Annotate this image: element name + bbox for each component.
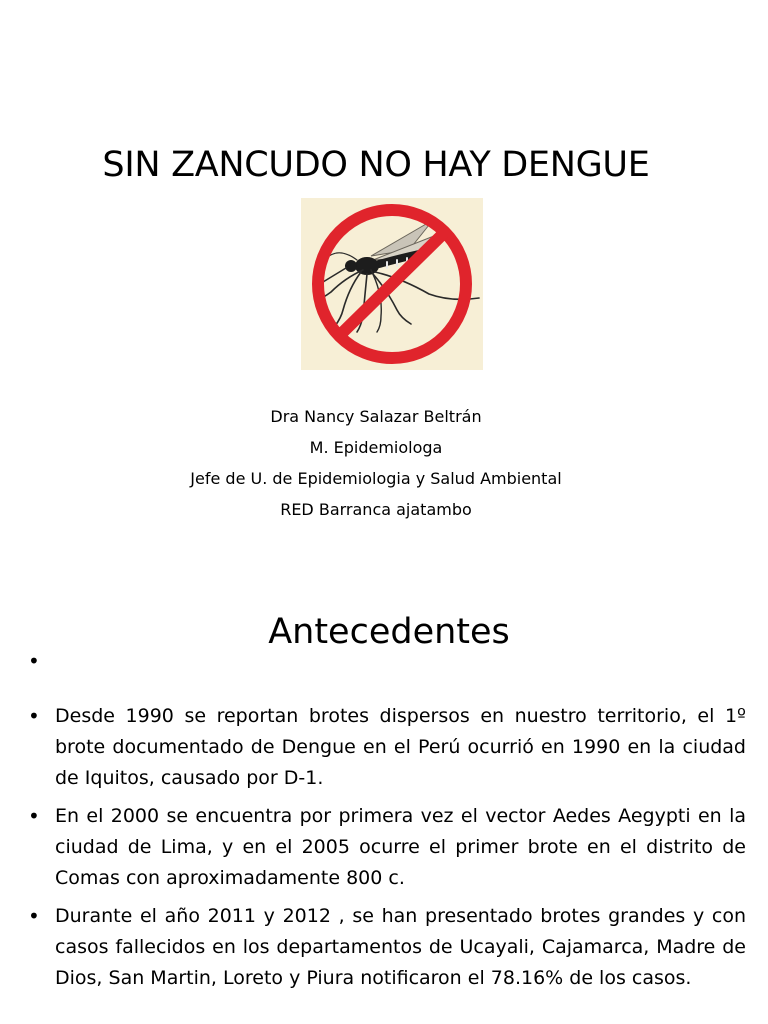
author-position: Jefe de U. de Epidemiologia y Salud Ambiental [190,469,562,488]
bullet-icon: • [28,904,40,928]
bullet-item [28,901,746,994]
author-name: Dra Nancy Salazar Beltrán [270,407,482,426]
author-network: RED Barranca ajatambo [280,500,472,519]
bullet-icon: • [28,804,40,828]
bullet-item [28,801,746,894]
no-mosquito-icon [301,198,483,370]
bullet-icon: • [28,704,40,728]
slide-title: SIN ZANCUDO NO HAY DENGUE [102,145,650,185]
subtitle [0,401,752,525]
bullet-item [28,701,746,794]
bullet-text: Durante el año 2011 y 2012 , se han presentado brotes grandes y con casos fallecidos en los departamentos de Ucayali, Cajamarca, Madre de Dios, San Martin, Loreto y Piura notificaron el 78.16% de los casos. [55,905,746,989]
slide-title: Antecedentes [268,612,510,652]
bullet-icon: • [28,649,40,673]
content-slide [0,580,768,1024]
bullet-text: Desde 1990 se reportan brotes dispersos en nuestro territorio, el 1º brote documentado de Dengue en el Perú ocurrió en 1990 en la ciudad de Iquitos, causado por D-1. [55,705,746,789]
bullet-item [28,646,746,677]
author-title: M. Epidemiologa [309,438,443,457]
bullet-text: En el 2000 se encuentra por primera vez el vector Aedes Aegypti en la ciudad de Lima, y en el 2005 ocurre el primer brote en el distrito de Comas con aproximadamente 800 c. [55,805,746,889]
bullet-list [28,646,746,1001]
